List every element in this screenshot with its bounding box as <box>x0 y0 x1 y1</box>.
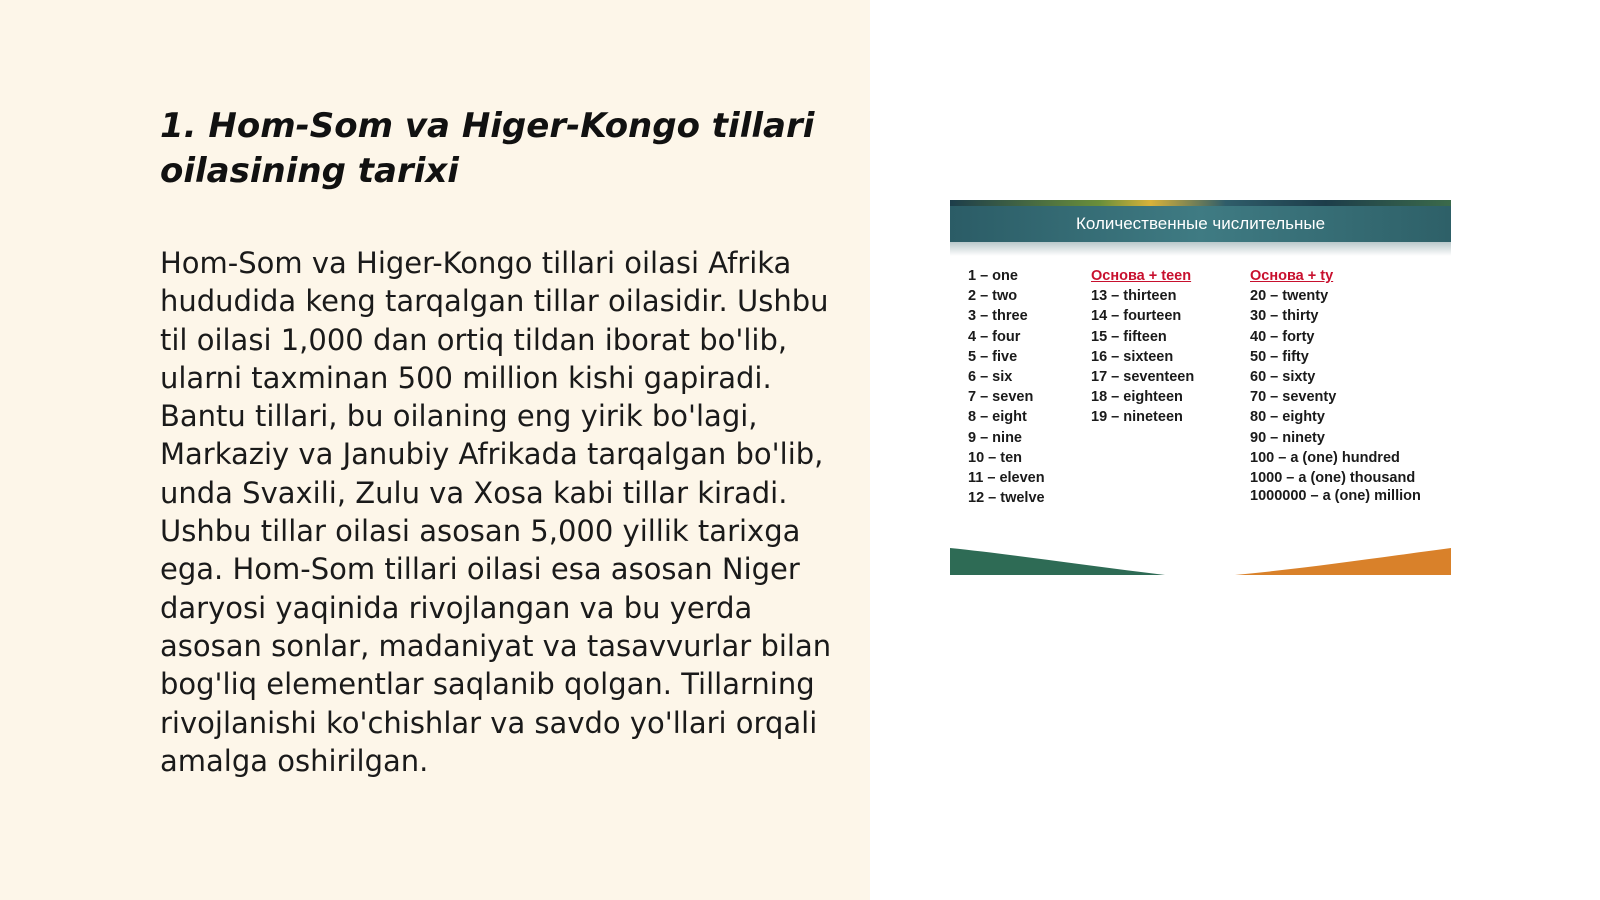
footer-swoosh-left <box>950 548 1165 575</box>
numeral-item: 2 – two <box>968 288 1018 305</box>
numeral-item: 80 – eighty <box>1250 409 1325 426</box>
numeral-item: 3 – three <box>968 308 1028 325</box>
numerals-column-teen <box>1091 266 1194 428</box>
image-footer-swoosh <box>950 548 1451 575</box>
numeral-item: 12 – twelve <box>968 490 1045 507</box>
numeral-item: 5 – five <box>968 348 1018 365</box>
numerals-column-1 <box>968 266 1045 508</box>
slide-title: 1. Hom-Som va Higer-Kongo tillari oilasining tarixi <box>160 106 815 191</box>
numerals-column-ty <box>1250 266 1446 504</box>
numeral-item: 8 – eight <box>968 409 1027 426</box>
column-heading-teen: Основа + teen <box>1091 268 1192 284</box>
numeral-item: 90 – ninety <box>1250 429 1325 446</box>
numeral-item: 50 – fifty <box>1250 348 1309 365</box>
numeral-item: 14 – fourteen <box>1091 308 1182 325</box>
numeral-item: 1000000 – a (one) million <box>1250 488 1421 505</box>
image-title: Количественные числительные <box>1075 214 1326 233</box>
footer-swoosh-right <box>1235 548 1451 575</box>
numeral-item: 10 – ten <box>968 449 1022 466</box>
image-header-decoration <box>950 200 1451 206</box>
image-header-shadow <box>950 242 1451 256</box>
numeral-item: 7 – seven <box>968 389 1034 406</box>
slide-body-text: Hom-Som va Higer-Kongo tillari oilasi Afrika hududida keng tarqalgan tillar oilasidir. Ushbu til oilasi 1,000 dan ortiq tildan iborat bo'lib, ularni taxminan 500 million kishi gapiradi. Bantu tillari, bu oilaning eng yirik bo'lagi, Markaziy va Janubiy Afrikada tarqalgan bo'lib, unda Svaxili, Zulu va Xosa kabi tillar kiradi. Ushbu tillar oilasi asosan 5,000 yillik tarixga ega. Hom-Som tillari oilasi esa asosan Niger daryosi yaqinida rivojlangan va bu yerda asosan sonlar, madaniyat va tasavvurlar bilan bog'liq elementlar saqlanib qolgan. Tillarning rivojlanishi ko'chishlar va savdo yo'llari orqali amalga oshirilgan. <box>160 246 832 778</box>
numeral-item: 30 – thirty <box>1250 308 1319 325</box>
numeral-item: 20 – twenty <box>1250 288 1329 305</box>
numeral-item: 100 – a (one) hundred <box>1250 449 1400 466</box>
numeral-item: 1000 – a (one) thousand <box>1250 470 1416 487</box>
numeral-item: 13 – thirteen <box>1091 288 1177 305</box>
column-heading-ty: Основа + ty <box>1250 268 1334 284</box>
numeral-item: 19 – nineteen <box>1091 409 1183 426</box>
numeral-item: 17 – seventeen <box>1091 369 1195 386</box>
numeral-item: 6 – six <box>968 369 1013 386</box>
numeral-item: 70 – seventy <box>1250 389 1337 406</box>
numeral-item: 11 – eleven <box>968 470 1045 487</box>
numeral-item: 18 – eighteen <box>1091 389 1183 406</box>
numeral-item: 40 – forty <box>1250 328 1315 345</box>
numeral-item: 4 – four <box>968 328 1021 345</box>
numeral-item: 9 – nine <box>968 429 1022 446</box>
numerals-table-image <box>950 200 1451 575</box>
numeral-item: 16 – sixteen <box>1091 348 1174 365</box>
numeral-item: 60 – sixty <box>1250 369 1316 386</box>
numeral-item: 1 – one <box>968 268 1018 284</box>
numeral-item: 15 – fifteen <box>1091 328 1167 345</box>
